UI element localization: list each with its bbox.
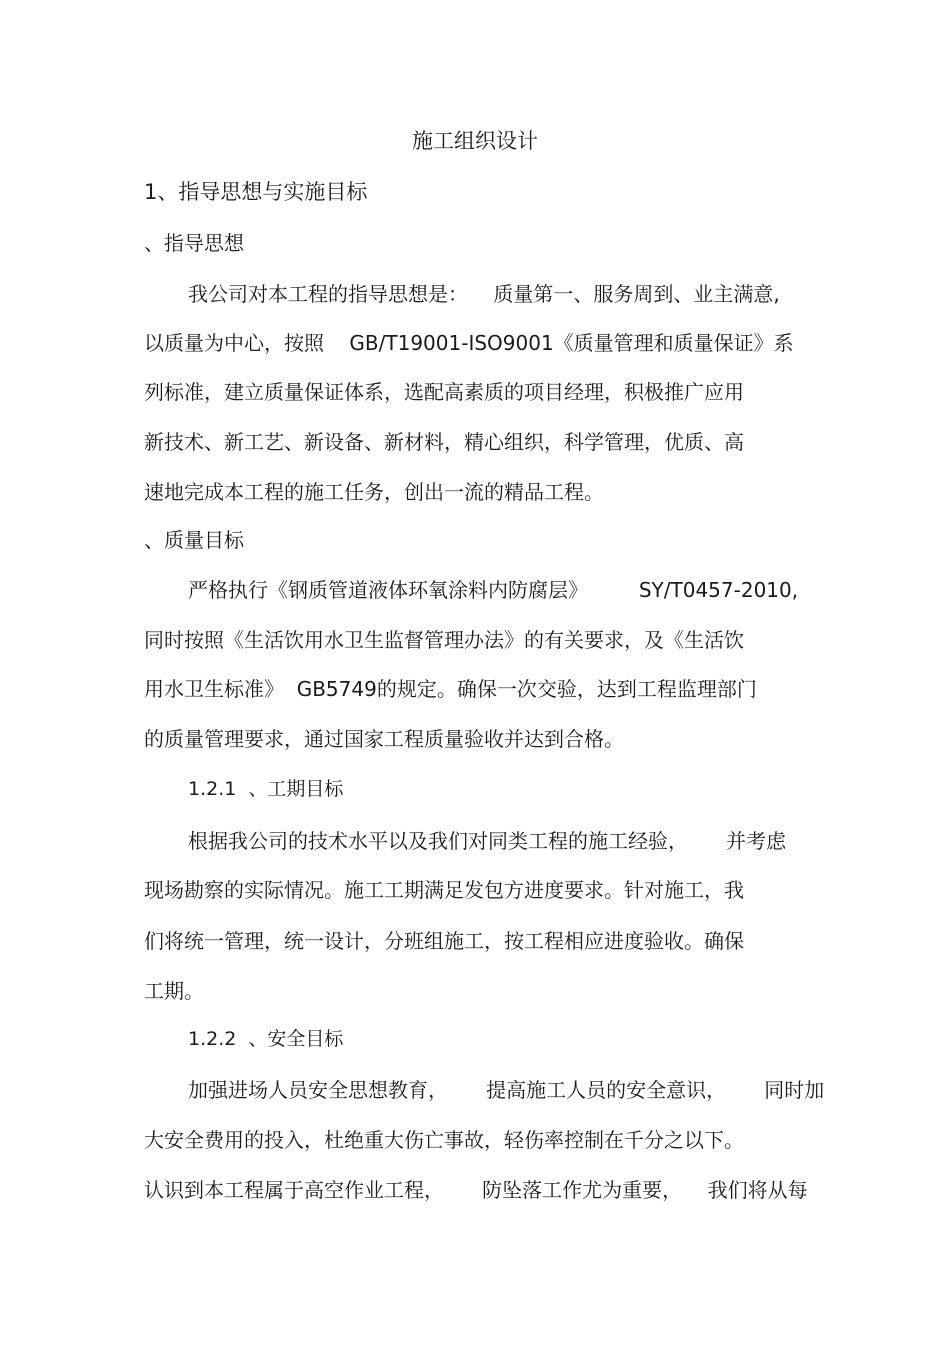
- guiding-line-2: 以质量为中心，按照 GB/T19001-ISO9001《质量管理和质量保证》系: [144, 331, 794, 355]
- schedule-heading: 1.2.1 、工期目标: [188, 778, 344, 800]
- quality-line-3: 用水卫生标准》 GB5749的规定。确保一次交验，达到工程监理部门: [144, 677, 757, 701]
- schedule-line-4: 工期。: [144, 979, 204, 1003]
- guiding-line-4: 新技术、新工艺、新设备、新材料，精心组织，科学管理，优质、高: [144, 430, 744, 454]
- guiding-line-1: 我公司对本工程的指导思想是： 质量第一、服务周到、业主满意,: [188, 282, 780, 306]
- quality-heading: 、质量目标: [144, 528, 244, 552]
- quality-line-4: 的质量管理要求，通过国家工程质量验收并达到合格。: [144, 727, 624, 751]
- section-1-heading: 1、指导思想与实施目标: [144, 180, 368, 204]
- safety-line-3: 认识到本工程属于高空作业工程， 防坠落工作尤为重要， 我们将从每: [144, 1178, 808, 1202]
- guiding-heading: 、指导思想: [144, 231, 244, 255]
- schedule-line-2: 现场勘察的实际情况。施工工期满足发包方进度要求。针对施工，我: [144, 878, 744, 902]
- quality-line-1: 严格执行《钢质管道液体环氧涂料内防腐层》 SY/T0457-2010,: [188, 578, 799, 602]
- safety-line-2: 大安全费用的投入，杜绝重大伤亡事故，轻伤率控制在千分之以下。: [144, 1128, 744, 1152]
- guiding-line-3: 列标准，建立质量保证体系，选配高素质的项目经理，积极推广应用: [144, 380, 744, 404]
- quality-line-2: 同时按照《生活饮用水卫生监督管理办法》的有关要求，及《生活饮: [144, 628, 744, 652]
- safety-heading: 1.2.2 、安全目标: [188, 1028, 344, 1050]
- guiding-line-5: 速地完成本工程的施工任务，创出一流的精品工程。: [144, 480, 604, 504]
- safety-line-1: 加强进场人员安全思想教育， 提高施工人员的安全意识， 同时加: [188, 1078, 825, 1102]
- schedule-line-3: 们将统一管理，统一设计，分班组施工，按工程相应进度验收。确保: [144, 929, 744, 953]
- schedule-line-1: 根据我公司的技术水平以及我们对同类工程的施工经验， 并考虑: [188, 829, 787, 853]
- document-title: 施工组织设计: [412, 129, 538, 153]
